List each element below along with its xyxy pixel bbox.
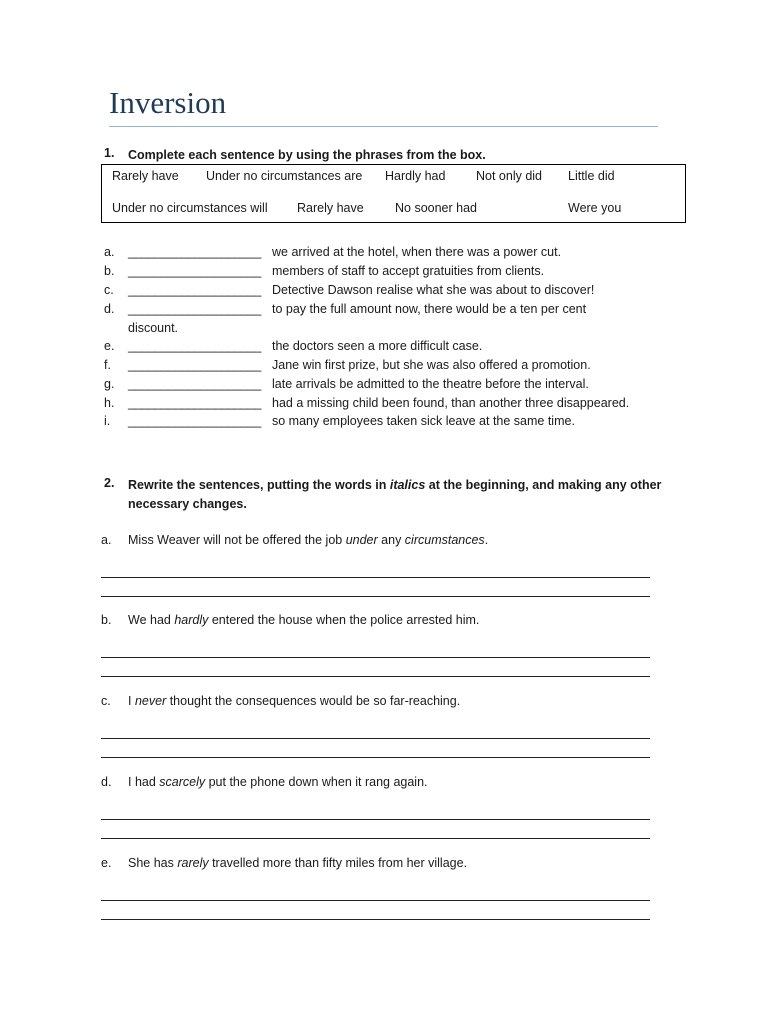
- phrase-item: Under no circumstances are: [206, 169, 363, 183]
- list-item: [0, 245, 600, 264]
- answer-line[interactable]: [101, 757, 650, 758]
- answer-line[interactable]: [101, 919, 650, 920]
- item-text: we arrived at the hotel, when there was a power cut.: [272, 245, 562, 259]
- item-label: a.: [104, 245, 115, 259]
- blank-line[interactable]: ____________________: [128, 245, 262, 259]
- answer-line[interactable]: [101, 657, 650, 658]
- answer-line[interactable]: [101, 900, 650, 901]
- blank-line[interactable]: ____________________: [128, 396, 262, 410]
- question-text: [128, 533, 488, 547]
- blank-line[interactable]: ____________________: [128, 414, 262, 428]
- section-2-number: 2.: [104, 476, 115, 490]
- q-italic: under: [345, 533, 378, 547]
- blank-line[interactable]: ____________________: [128, 283, 262, 297]
- item-text: to pay the full amount now, there would be a ten per cent: [272, 302, 587, 316]
- item-label: b.: [104, 264, 115, 278]
- phrase-item: No sooner had: [395, 201, 478, 215]
- q-italic: rarely: [177, 856, 209, 870]
- question-text: [128, 694, 460, 708]
- phrase-item: Under no circumstances will: [112, 201, 268, 215]
- q-segment: .: [484, 533, 489, 547]
- blank-line[interactable]: ____________________: [128, 358, 262, 372]
- list-item: [0, 396, 630, 415]
- q-italic: never: [134, 694, 167, 708]
- question-text: [128, 775, 428, 789]
- section-1-number: 1.: [104, 146, 115, 160]
- answer-line[interactable]: [101, 676, 650, 677]
- question-label: d.: [101, 775, 112, 789]
- item-label: e.: [104, 339, 115, 353]
- item-text: had a missing child been found, than another three disappeared.: [272, 396, 630, 410]
- answer-line[interactable]: [101, 738, 650, 739]
- list-item: [0, 302, 600, 321]
- item-label: i.: [104, 414, 111, 428]
- list-item: [0, 414, 600, 433]
- q-segment: I had: [128, 775, 160, 789]
- item-text: the doctors seen a more difficult case.: [272, 339, 483, 353]
- answer-line[interactable]: [101, 838, 650, 839]
- item-text: Jane win first prize, but she was also offered a promotion.: [272, 358, 591, 372]
- question-label: e.: [101, 856, 112, 870]
- answer-line[interactable]: [101, 819, 650, 820]
- phrase-item: Little did: [568, 169, 615, 183]
- question-label: a.: [101, 533, 112, 547]
- question-label: c.: [101, 694, 111, 708]
- phrase-box: [101, 164, 686, 223]
- list-item-continuation: [0, 321, 600, 340]
- item-label: h.: [104, 396, 115, 410]
- q-segment: put the phone down when it rang again.: [205, 775, 428, 789]
- phrase-item: Rarely have: [297, 201, 364, 215]
- q-segment: any: [377, 533, 405, 547]
- q-segment: We had: [128, 613, 175, 627]
- q-italic: hardly: [174, 613, 209, 627]
- question-text: [128, 856, 467, 870]
- q-segment: She has: [128, 856, 178, 870]
- item-text: so many employees taken sick leave at the same time.: [272, 414, 575, 428]
- list-item: [0, 283, 600, 302]
- item-continuation: discount.: [128, 321, 179, 335]
- item-label: f.: [104, 358, 111, 372]
- q-segment: thought the consequences would be so far-reaching.: [166, 694, 461, 708]
- list-item: [0, 264, 600, 283]
- section-2-instruction: [128, 476, 668, 514]
- q-segment: entered the house when the police arrested him.: [208, 613, 480, 627]
- instruction-text: at the beginning, and making any other necessary changes.: [128, 478, 662, 511]
- blank-line[interactable]: ____________________: [128, 264, 262, 278]
- question-label: b.: [101, 613, 112, 627]
- blank-line[interactable]: ____________________: [128, 377, 262, 391]
- item-text: late arrivals be admitted to the theatre before the interval.: [272, 377, 589, 391]
- list-item: [0, 358, 600, 377]
- phrase-item: Not only did: [476, 169, 543, 183]
- q-italic: scarcely: [159, 775, 206, 789]
- q-segment: I: [128, 694, 135, 708]
- list-item: [0, 377, 600, 396]
- q-italic: circumstances: [404, 533, 485, 547]
- question-text: [128, 613, 479, 627]
- phrase-item: Rarely have: [112, 169, 179, 183]
- blank-line[interactable]: ____________________: [128, 339, 262, 353]
- phrase-item: Were you: [568, 201, 622, 215]
- item-label: d.: [104, 302, 115, 316]
- blank-line[interactable]: ____________________: [128, 302, 262, 316]
- answer-line[interactable]: [101, 577, 650, 578]
- title-underline: [109, 126, 658, 127]
- item-text: Detective Dawson realise what she was about to discover!: [272, 283, 595, 297]
- section-1-instruction: Complete each sentence by using the phrases from the box.: [128, 148, 486, 162]
- list-item: [0, 339, 600, 358]
- q-segment: travelled more than fifty miles from her village.: [208, 856, 468, 870]
- item-label: g.: [104, 377, 115, 391]
- item-text: members of staff to accept gratuities from clients.: [272, 264, 545, 278]
- instruction-text: Rewrite the sentences, putting the words in: [128, 478, 390, 492]
- instruction-italic: italics: [389, 478, 426, 492]
- phrase-item: Hardly had: [385, 169, 446, 183]
- q-segment: Miss Weaver will not be offered the job: [128, 533, 346, 547]
- item-label: c.: [104, 283, 114, 297]
- answer-line[interactable]: [101, 596, 650, 597]
- page-title: Inversion: [109, 85, 227, 120]
